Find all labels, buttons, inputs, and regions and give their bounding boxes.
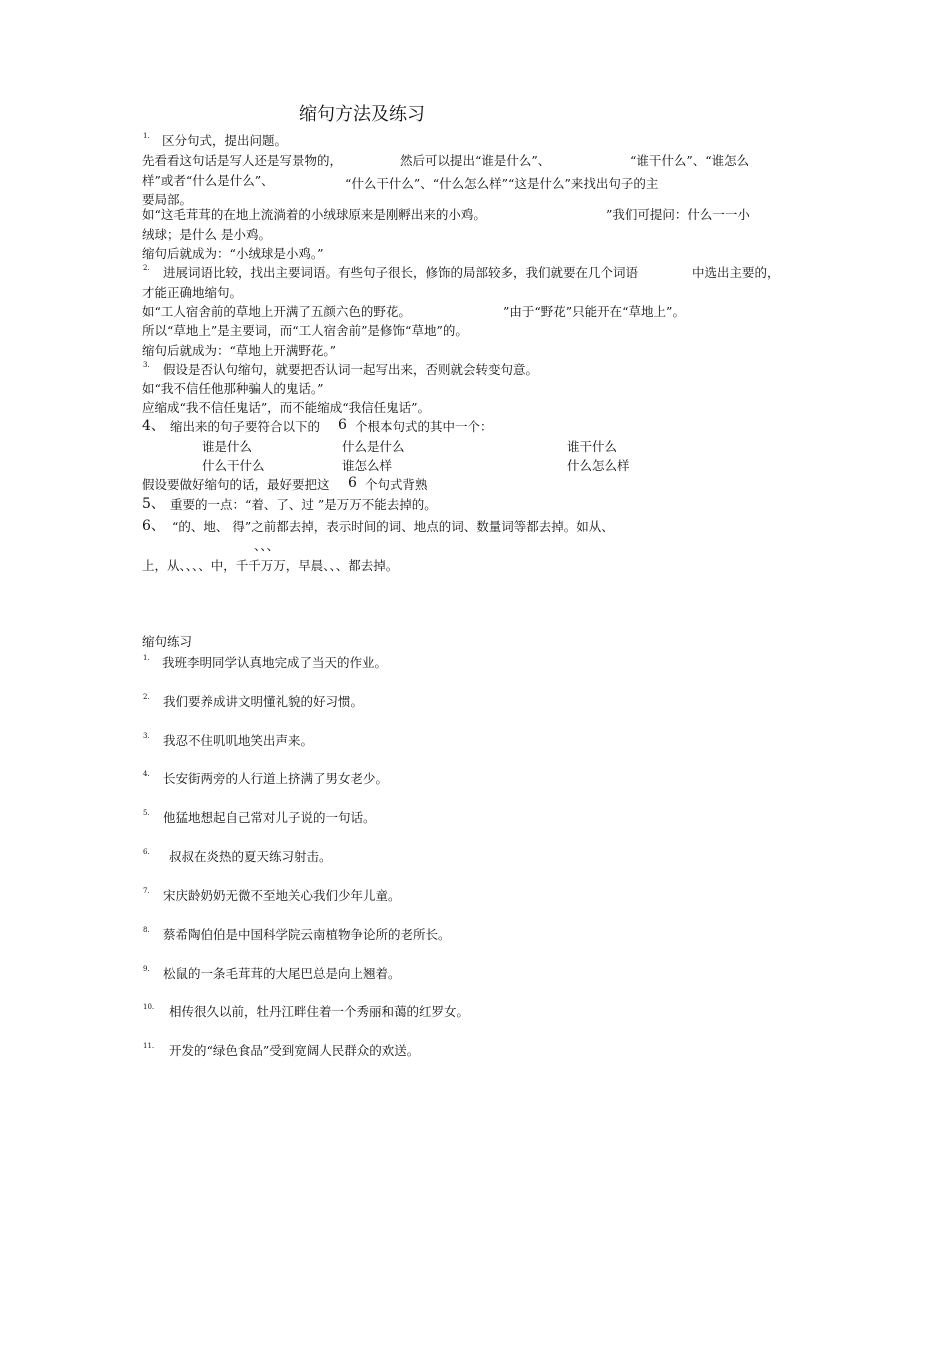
method-6-dots: 、、、: [254, 538, 280, 553]
practice-item: 长安街两旁的人行道上挤满了男女老少。: [163, 771, 389, 786]
method-6-heading: “的、地、 得”之前都去掉，表示时间的词、地点的词、数量词等都去掉。如从、: [172, 519, 614, 534]
method-1-heading: 区分句式，提出问题。: [162, 133, 288, 148]
method-1-number: 1.: [143, 132, 150, 140]
method-1-line: 要局部。: [142, 192, 193, 207]
practice-item: 开发的“绿色食品”受到宽阔人民群众的欢送。: [169, 1043, 420, 1058]
method-1-example: ”我们可提问：什么一一小: [606, 207, 750, 222]
pattern-item: 谁干什么: [567, 439, 618, 454]
pattern-item: 谁是什么: [202, 439, 253, 454]
method-1-example: 如“这毛茸茸的在地上流淌着的小绒球原来是刚孵出来的小鸡。: [142, 207, 486, 222]
practice-item-number: 8.: [143, 926, 150, 934]
method-2-result: 缩句后就成为：“草地上开满野花。”: [142, 343, 337, 358]
practice-item: 我班李明同学认真地完成了当天的作业。: [162, 655, 388, 670]
method-4-count: 6: [338, 417, 347, 433]
practice-item-number: 5.: [143, 809, 150, 817]
practice-item-number: 7.: [143, 887, 150, 895]
practice-item: 宋庆龄奶奶无微不至地关心我们少年儿童。: [163, 888, 401, 903]
method-2-number: 2.: [143, 264, 150, 272]
practice-item-number: 4.: [143, 770, 150, 778]
method-2-heading: 进展词语比较，找出主要词语。有些句子很长，修饰的局部较多，我们就要在几个词语: [163, 265, 639, 280]
practice-item-number: 1.: [143, 654, 150, 662]
method-2-line: 所以“草地上”是主要词，而“工人宿舍前”是修饰“草地”的。: [142, 323, 468, 338]
method-4-note: 假设要做好缩句的话，最好要把这: [142, 477, 330, 492]
method-4-note: 个句式背熟: [365, 477, 428, 492]
practice-item-number: 3.: [143, 732, 150, 740]
method-6-number: 6、: [142, 518, 165, 534]
practice-item: 叔叔在炎热的夏天练习射击。: [169, 849, 332, 864]
method-2-example: ”由于“野花”只能开在“草地上”。: [503, 304, 685, 319]
practice-item-number: 9.: [143, 965, 150, 973]
practice-item: 他猛地想起自己常对儿子说的一句话。: [163, 810, 376, 825]
method-1-line: 然后可以提出“谁是什么”、: [400, 153, 551, 168]
method-1-line: 先看看这句话是写人还是写景物的，: [142, 153, 343, 168]
method-4-number: 4、: [142, 418, 165, 434]
pattern-item: 什么怎么样: [567, 458, 630, 473]
pattern-item: 什么是什么: [342, 439, 405, 454]
method-2-heading: 中选出主要的，: [692, 265, 780, 280]
practice-heading: 缩句练习: [142, 634, 193, 649]
method-4-heading: 缩出来的句子要符合以下的: [170, 419, 321, 434]
practice-item: 相传很久以前，牡丹江畔住着一个秀丽和蔼的红罗女。: [169, 1004, 470, 1019]
method-5-number: 5、: [142, 496, 165, 512]
method-3-number: 3.: [143, 361, 150, 369]
method-1-line: “什么干什么”、“什么怎么样”“这是什么”来找出句子的主: [345, 176, 659, 191]
method-2-example: 如“工人宿舍前的草地上开满了五颜六色的野花。: [142, 304, 411, 319]
practice-item: 我们要养成讲文明懂礼貌的好习惯。: [163, 694, 364, 709]
method-2-line: 才能正确地缩句。: [142, 285, 243, 300]
method-5-heading: 重要的一点：“着、了、过 ”是万万不能去掉的。: [170, 497, 437, 512]
method-4-count: 6: [348, 475, 357, 491]
practice-item-number: 2.: [143, 693, 150, 701]
practice-item: 松鼠的一条毛茸茸的大尾巴总是向上翘着。: [163, 966, 401, 981]
method-1-line: 样”或者“什么是什么”、: [142, 173, 274, 188]
method-1-example: 绒球；是什么 是小鸡。: [142, 227, 271, 242]
page-title: 缩句方法及练习: [299, 104, 425, 125]
pattern-item: 什么干什么: [202, 458, 265, 473]
method-1-result: 缩句后就成为：“小绒球是小鸡。”: [142, 246, 324, 261]
practice-item-number: 11.: [143, 1042, 155, 1050]
method-3-heading: 假设是否认句缩句，就要把否认词一起写出来，否则就会转变句意。: [163, 362, 539, 377]
practice-item: 蔡希陶伯伯是中国科学院云南植物争论所的老所长。: [163, 927, 451, 942]
method-3-result: 应缩成“我不信任鬼话”，而不能缩成“我信任鬼话”。: [142, 400, 431, 415]
method-3-example: 如“我不信任他那种骗人的鬼话。”: [142, 381, 324, 396]
pattern-item: 谁怎么样: [342, 458, 393, 473]
method-1-line: “谁干什么”、“谁怎么: [630, 153, 750, 168]
method-6-line: 上，从、、、、中，千千万万，早晨、、、都去掉。: [142, 558, 399, 573]
practice-item: 我忍不住叽叽地笑出声来。: [163, 733, 314, 748]
method-4-heading: 个根本句式的其中一个：: [355, 419, 493, 434]
practice-item-number: 6.: [143, 848, 150, 856]
practice-item-number: 10.: [143, 1003, 155, 1011]
